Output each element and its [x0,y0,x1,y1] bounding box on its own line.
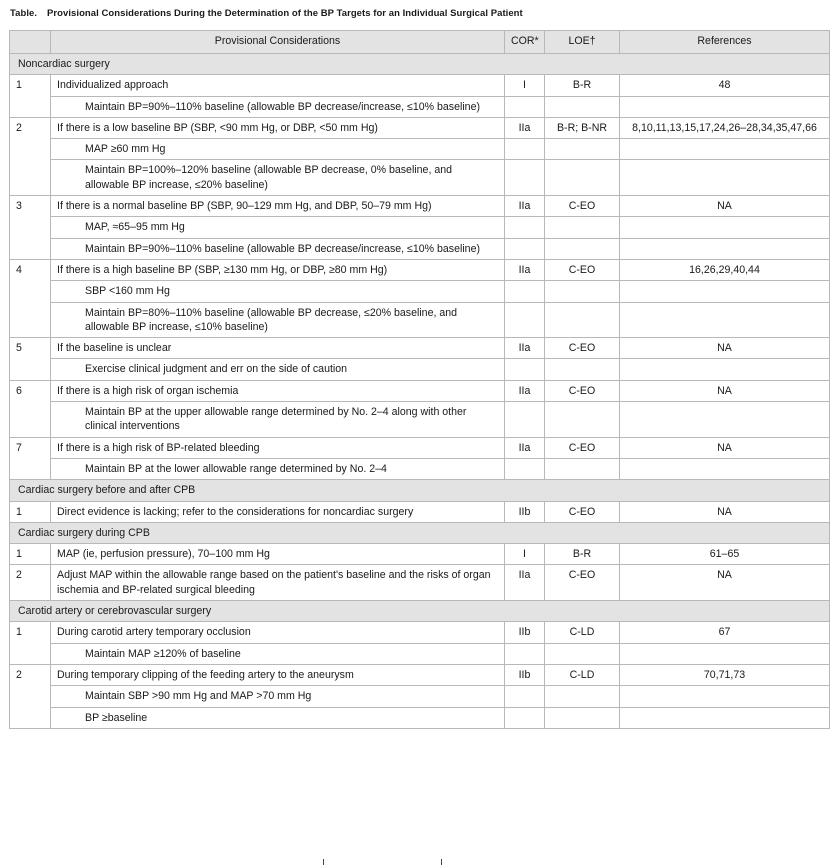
references-cell [620,707,830,728]
header-considerations: Provisional Considerations [51,31,505,54]
section-title: Cardiac surgery before and after CPB [10,480,830,501]
consideration-text: If there is a high baseline BP (SBP, ≥130 mm Hg, or DBP, ≥80 mm Hg) [51,259,505,280]
references-cell [620,238,830,259]
consideration-text: MAP (ie, perfusion pressure), 70–100 mm Hg [51,544,505,565]
item-number: 6 [10,380,51,437]
loe-cell: C-EO [545,196,620,217]
loe-cell [545,359,620,380]
consideration-detail: SBP <160 mm Hg [51,281,505,302]
table-row [10,686,830,707]
table-label: Table. [10,8,38,19]
references-cell [620,359,830,380]
header-number [10,31,51,54]
table-row [10,359,830,380]
table-row [10,259,830,280]
table-row [10,501,830,522]
table-row [10,338,830,359]
table-row [10,643,830,664]
table-row [10,117,830,138]
cor-cell [505,402,545,438]
consideration-detail: Maintain SBP >90 mm Hg and MAP >70 mm Hg [51,686,505,707]
cor-cell [505,281,545,302]
references-cell [620,458,830,479]
references-cell: 16,26,29,40,44 [620,259,830,280]
item-number: 1 [10,75,51,118]
cor-cell [505,302,545,338]
references-cell: NA [620,501,830,522]
loe-cell: C-EO [545,380,620,401]
loe-cell [545,458,620,479]
references-cell: NA [620,196,830,217]
references-cell: 8,10,11,13,15,17,24,26–28,34,35,47,66 [620,117,830,138]
loe-cell: B-R [545,544,620,565]
header-cor: COR* [505,31,545,54]
item-number: 5 [10,338,51,381]
table-title: Provisional Considerations During the Determination of the BP Targets for an Individual Surgical Patient [47,8,523,19]
references-cell: 70,71,73 [620,664,830,685]
cor-cell [505,686,545,707]
loe-cell: C-EO [545,565,620,601]
table-row [10,281,830,302]
references-cell [620,686,830,707]
table-row [10,437,830,458]
cor-cell: IIa [505,117,545,138]
cor-cell [505,96,545,117]
references-cell [620,302,830,338]
table-row [10,302,830,338]
references-cell: 61–65 [620,544,830,565]
table-row [10,544,830,565]
cor-cell: I [505,75,545,96]
loe-cell: C-EO [545,259,620,280]
table-row [10,707,830,728]
table-row [10,160,830,196]
loe-cell [545,643,620,664]
references-cell: NA [620,380,830,401]
loe-cell [545,707,620,728]
references-cell [620,96,830,117]
section-row [10,480,830,501]
consideration-detail: Maintain MAP ≥120% of baseline [51,643,505,664]
item-number: 4 [10,259,51,337]
table-row [10,664,830,685]
item-number: 3 [10,196,51,260]
loe-cell [545,402,620,438]
references-cell [620,160,830,196]
references-cell [620,281,830,302]
cor-cell: IIa [505,380,545,401]
loe-cell [545,96,620,117]
cor-cell: IIa [505,437,545,458]
section-title: Carotid artery or cerebrovascular surgery [10,601,830,622]
bp-targets-table [9,30,830,729]
consideration-text: During temporary clipping of the feeding artery to the aneurysm [51,664,505,685]
loe-cell: B-R; B-NR [545,117,620,138]
page-edge-mark-right [441,859,446,865]
consideration-detail: Exercise clinical judgment and err on the side of caution [51,359,505,380]
section-row [10,54,830,75]
references-cell [620,402,830,438]
references-cell: 48 [620,75,830,96]
section-title: Cardiac surgery during CPB [10,522,830,543]
consideration-detail: Maintain BP=90%–110% baseline (allowable BP decrease/increase, ≤10% baseline) [51,96,505,117]
cor-cell [505,217,545,238]
item-number: 1 [10,544,51,565]
item-number: 2 [10,565,51,601]
item-number: 2 [10,117,51,195]
table-row [10,217,830,238]
section-title: Noncardiac surgery [10,54,830,75]
loe-cell [545,302,620,338]
loe-cell [545,281,620,302]
table-row [10,75,830,96]
table-caption [10,8,523,19]
item-number: 1 [10,501,51,522]
cor-cell [505,160,545,196]
consideration-text: Direct evidence is lacking; refer to the considerations for noncardiac surgery [51,501,505,522]
loe-cell: C-LD [545,664,620,685]
section-row [10,522,830,543]
consideration-detail: Maintain BP at the lower allowable range determined by No. 2–4 [51,458,505,479]
loe-cell: B-R [545,75,620,96]
cor-cell: IIb [505,664,545,685]
table-row [10,565,830,601]
consideration-detail: Maintain BP at the upper allowable range determined by No. 2–4 along with other clinical interventions [51,402,505,438]
consideration-detail: Maintain BP=80%–110% baseline (allowable BP decrease, ≤20% baseline, and allowable BP increase, ≤10% baseline) [51,302,505,338]
consideration-text: If there is a low baseline BP (SBP, <90 mm Hg, or DBP, <50 mm Hg) [51,117,505,138]
consideration-text: If there is a normal baseline BP (SBP, 90–129 mm Hg, and DBP, 50–79 mm Hg) [51,196,505,217]
consideration-detail: MAP, ≈65–95 mm Hg [51,217,505,238]
cor-cell [505,359,545,380]
table-row [10,238,830,259]
cor-cell: IIb [505,501,545,522]
consideration-text: If the baseline is unclear [51,338,505,359]
references-cell: NA [620,338,830,359]
references-cell [620,217,830,238]
consideration-detail: Maintain BP=100%–120% baseline (allowable BP decrease, 0% baseline, and allowable BP increase, ≤20% baseline) [51,160,505,196]
consideration-text: During carotid artery temporary occlusion [51,622,505,643]
item-number: 2 [10,664,51,728]
loe-cell [545,139,620,160]
cor-cell: IIa [505,338,545,359]
consideration-detail: Maintain BP=90%–110% baseline (allowable BP decrease/increase, ≤10% baseline) [51,238,505,259]
table-row [10,622,830,643]
header-loe: LOE† [545,31,620,54]
header-references: References [620,31,830,54]
consideration-text: If there is a high risk of BP-related bleeding [51,437,505,458]
cor-cell [505,238,545,259]
loe-cell [545,160,620,196]
consideration-text: If there is a high risk of organ ischemia [51,380,505,401]
cor-cell: IIa [505,259,545,280]
loe-cell: C-EO [545,501,620,522]
consideration-text: Individualized approach [51,75,505,96]
cor-cell: IIa [505,196,545,217]
table-row [10,458,830,479]
references-cell [620,139,830,160]
loe-cell [545,217,620,238]
loe-cell [545,686,620,707]
item-number: 1 [10,622,51,665]
cor-cell [505,643,545,664]
loe-cell: C-EO [545,437,620,458]
references-cell: 67 [620,622,830,643]
loe-cell [545,238,620,259]
cor-cell: IIb [505,622,545,643]
cor-cell: IIa [505,565,545,601]
cor-cell [505,458,545,479]
table-header-row [10,31,830,54]
loe-cell: C-EO [545,338,620,359]
references-cell: NA [620,437,830,458]
consideration-detail: BP ≥baseline [51,707,505,728]
section-row [10,601,830,622]
references-cell [620,643,830,664]
table-row [10,139,830,160]
cor-cell [505,139,545,160]
cor-cell [505,707,545,728]
loe-cell: C-LD [545,622,620,643]
page-edge-mark-left [323,859,328,865]
table-row [10,380,830,401]
table-row [10,402,830,438]
cor-cell: I [505,544,545,565]
item-number: 7 [10,437,51,480]
consideration-detail: MAP ≥60 mm Hg [51,139,505,160]
table-row [10,196,830,217]
consideration-text: Adjust MAP within the allowable range based on the patient's baseline and the risks of organ ischemia and BP-related surgical bleeding [51,565,505,601]
references-cell: NA [620,565,830,601]
table-row [10,96,830,117]
